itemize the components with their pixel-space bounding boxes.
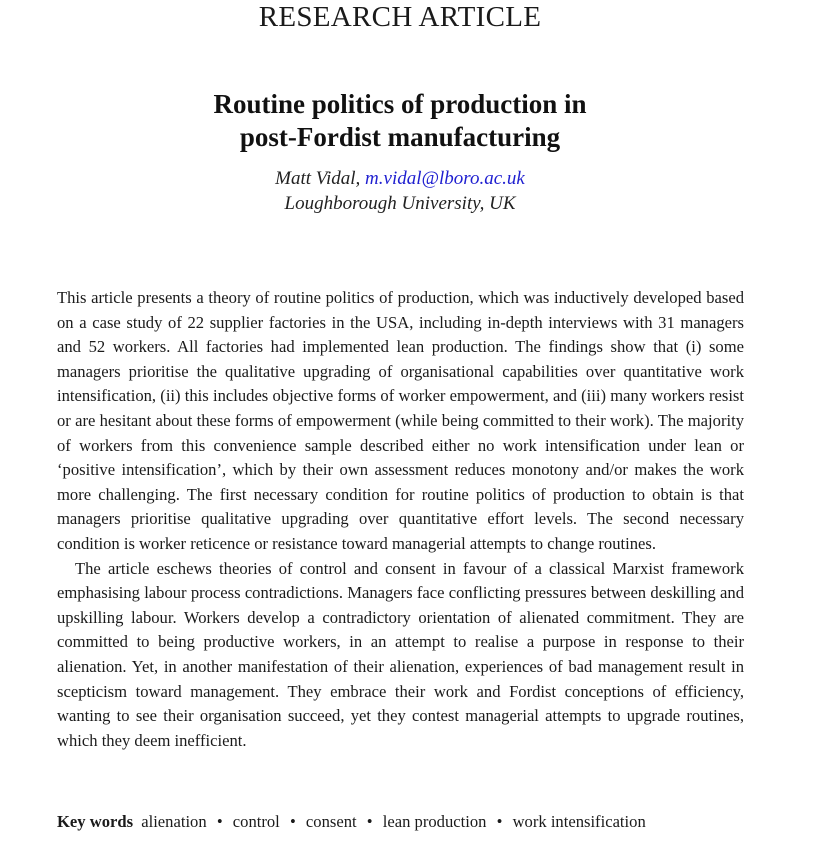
keywords-label: Key words — [57, 812, 134, 831]
keyword-separator: • — [496, 812, 503, 831]
abstract-paragraph-2: The article eschews theories of control and consent in favour of a classical Marxist framework emphasising labour process contradictions. Managers face conflicting pressures between deskilling and upskilling labour. Workers develop a contradictory orientation of alienated commitment. They are committed to being productive workers, in an attempt to realise a purpose in response to their alienation. Yet, in another manifestation of their alienation, experiences of bad management result in scepticism toward management. They embrace their work and Fordist conceptions of efficiency, wanting to see their organisation succeed, yet they contest managerial attempts to upgrade routines, which they deem inefficient. — [57, 558, 744, 750]
keyword-item: lean production — [382, 812, 487, 831]
section-header: RESEARCH ARTICLE — [258, 1, 542, 33]
keyword-separator: • — [216, 812, 223, 831]
author-affiliation: Loughborough University, UK — [284, 193, 516, 214]
title-line-1: Routine politics of production in — [213, 89, 587, 119]
keywords-line — [57, 810, 757, 834]
author-name: Matt Vidal, — [275, 168, 361, 189]
author-email-link[interactable]: m.vidal@lboro.ac.uk — [365, 168, 525, 189]
keyword-separator: • — [366, 812, 373, 831]
keyword-separator: • — [289, 812, 296, 831]
keyword-item: work intensification — [512, 812, 646, 831]
author-block — [0, 166, 800, 216]
keyword-item: alienation — [141, 812, 207, 831]
abstract-paragraph-1: This article presents a theory of routine politics of production, which was inductively developed based on a case study of 22 supplier factories in the USA, including in-depth interviews with 31 managers and 52 workers. All factories had implemented lean production. The findings show that (i) some managers prioritise the qualitative upgrading of organisational capabilities over quantitative work intensification, (ii) this includes objective forms of worker empowerment, and (iii) many workers resist or are hesitant about these forms of empowerment (while being committed to their work). The majority of workers from this convenience sample described either no work intensification under lean or ‘positive intensification’, which by their own assessment reduces monotony and/or makes the work more challenging. The first necessary condition for routine politics of production to obtain is that managers prioritise qualitative upgrading over quantitative effort levels. The second necessary condition is worker reticence or resistance toward managerial attempts to change routines. — [57, 288, 744, 553]
article-title — [0, 88, 800, 154]
title-line-2: post-Fordist manufacturing — [239, 122, 561, 152]
keyword-item: control — [232, 812, 280, 831]
abstract — [57, 286, 744, 753]
keyword-item: consent — [305, 812, 357, 831]
author-line — [0, 166, 800, 191]
